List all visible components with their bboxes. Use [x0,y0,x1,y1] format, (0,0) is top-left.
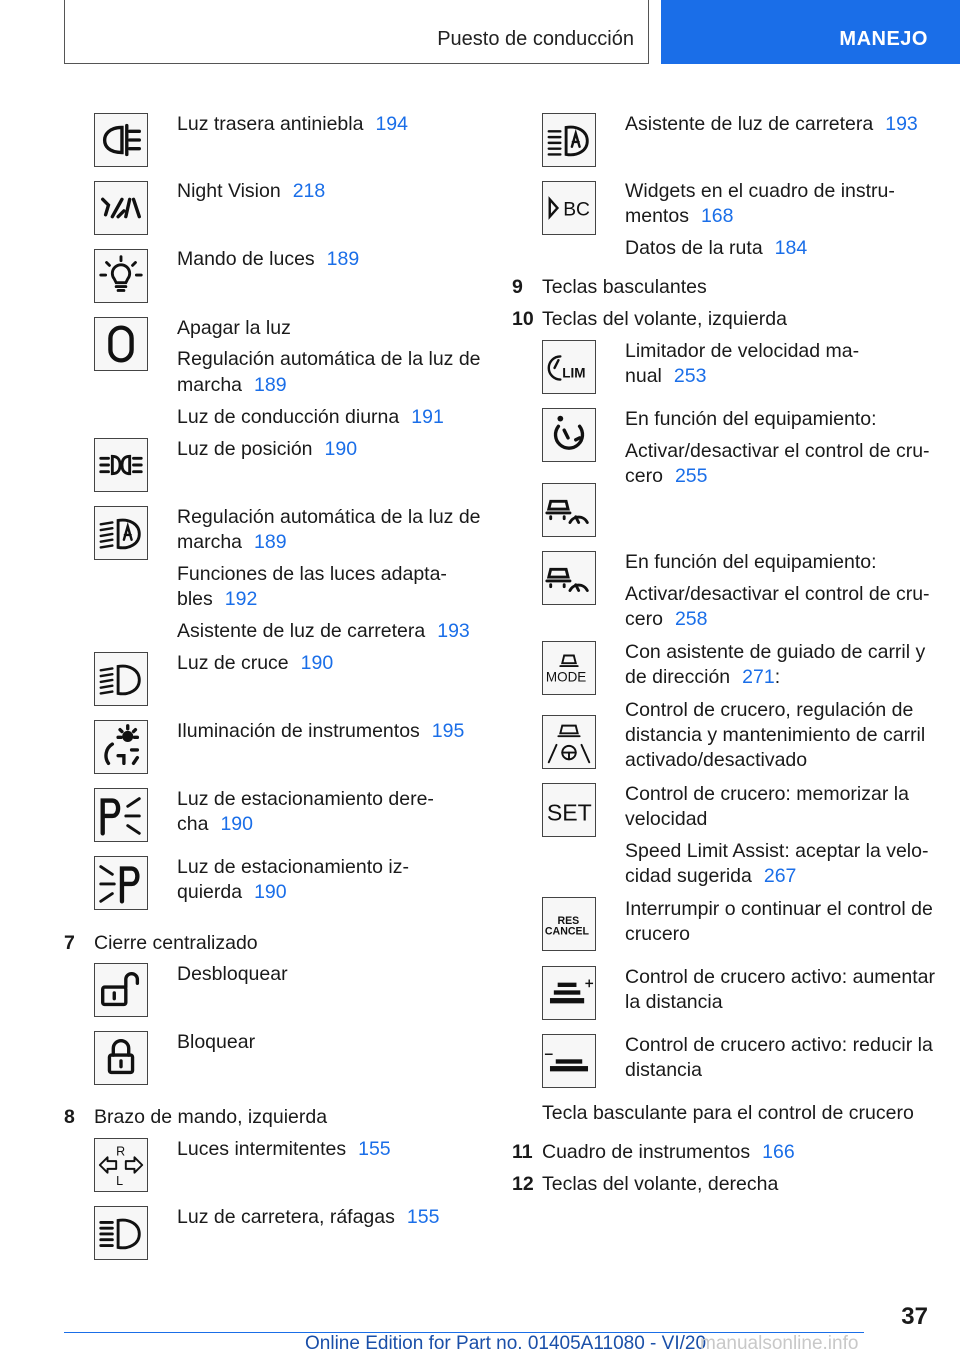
high-beam-icon [94,1206,148,1260]
page-ref[interactable]: 193 [885,113,918,135]
svg-text:BC: BC [563,199,590,221]
lights-off-icon [94,317,148,371]
rocker-switch-note: Tecla basculante para el control de crucero [542,1102,914,1124]
section-number: 7 [64,932,75,954]
section-number: 9 [512,276,523,298]
set-button-icon [542,783,596,837]
parking-light-left-icon [94,856,148,910]
page-ref[interactable]: 155 [406,1206,440,1228]
item-label: la distancia [625,991,723,1013]
page-ref[interactable]: 189 [326,248,360,270]
page-ref[interactable]: 255 [674,465,708,487]
svg-text:SET: SET [546,799,592,826]
svg-text:RES: RES [557,915,580,927]
svg-text:LIM: LIM [562,365,586,381]
page-number: 37 [901,1303,928,1330]
item-label: Regulación automática de la luz de [177,348,481,370]
page-ref[interactable]: 190 [324,438,358,460]
item-label: velocidad [625,808,708,830]
item-label: Night Vision [177,180,281,202]
item-label: Apagar la luz [177,317,291,339]
res-cancel-button-icon [542,897,596,951]
page-ref[interactable]: 267 [763,865,797,887]
section-title: Puesto de conducción [437,28,634,50]
item-label: Con asistente de guiado de carril y [625,641,926,663]
cruise-control-icon [542,408,596,462]
section-number: 10 [512,308,534,330]
watermark: manualsonline.info [700,1333,859,1354]
section-title: Teclas del volante, derecha [542,1173,779,1195]
item-label: Interrumpir o continuar el control de [625,898,933,920]
item-label: Iluminación de instrumentos [177,720,420,742]
item-label: Control de crucero, regulación de [625,699,914,721]
item-label: Bloquear [177,1031,256,1053]
item-label: Activar/desactivar el control de cru- [625,440,930,462]
item-label: Luz de cruce [177,652,289,674]
item-label: Activar/desactivar el control de cru- [625,583,930,605]
page-ref[interactable]: 195 [431,720,465,742]
unlock-icon [94,963,148,1017]
section-number: 8 [64,1106,75,1128]
item-label: Funciones de las luces adapta- [177,563,447,585]
high-beam-assistant-icon [542,113,596,167]
section-title: Teclas del volante, izquierda [542,308,787,330]
section-title: Teclas basculantes [542,276,707,298]
item-label: distancia [625,1059,702,1081]
page-ref[interactable]: 184 [774,237,808,259]
svg-text:R: R [116,1144,126,1159]
active-cruise-control-icon [542,551,596,605]
item-label: Widgets en el cuadro de instru- [625,180,895,202]
page-ref[interactable]: 189 [254,374,287,396]
speed-limiter-icon [542,340,596,394]
lane-keeping-icon [542,715,596,769]
svg-text:MODE: MODE [545,669,587,685]
page-ref[interactable]: 193 [437,620,470,642]
page-ref[interactable]: 191 [411,406,444,428]
parking-light-right-icon [94,788,148,842]
footer-edition: Online Edition for Part no. 01405A11080 - VI/20 [305,1333,707,1354]
page-ref[interactable]: 190 [220,813,253,835]
section-title: Cuadro de instrumentos [542,1141,751,1163]
item-label: Luz de estacionamiento iz- [177,856,409,878]
header-chapter-tab[interactable] [661,0,960,64]
item-label: En función del equipamiento: [625,551,877,573]
page-ref[interactable]: 189 [254,531,287,553]
item-label: Control de crucero activo: reducir la [625,1034,933,1056]
page-ref[interactable]: 155 [358,1138,391,1160]
section-number: 12 [512,1173,534,1195]
item-label: Desbloquear [177,963,288,985]
light-switch-icon [94,249,148,303]
item-label: Luz de carretera, ráfagas [177,1206,395,1228]
item-label: Mando de luces [177,248,315,270]
item-label: crucero [625,923,691,945]
bc-button-icon [542,181,596,235]
svg-text:CANCEL: CANCEL [544,925,590,938]
page-ref[interactable]: 192 [224,588,258,610]
section-number: 11 [512,1141,533,1163]
header-section-box [64,0,649,64]
page-ref[interactable]: 218 [292,180,326,202]
instrument-lighting-icon [94,720,148,774]
item-label: En función del equipamiento: [625,408,877,430]
night-vision-icon [94,181,148,235]
item-label: Luces intermitentes [177,1138,347,1160]
page-ref[interactable]: 258 [674,608,708,630]
item-label: Control de crucero: memorizar la [625,783,909,805]
section-title: Cierre centralizado [94,932,258,954]
distance-increase-icon [542,966,596,1020]
page-ref[interactable]: 190 [300,652,334,674]
section-title: Brazo de mando, izquierda [94,1106,328,1128]
item-label: Speed Limit Assist: aceptar la velo- [625,840,929,862]
item-label: Control de crucero activo: aumentar [625,966,935,988]
page-ref[interactable]: 168 [700,205,734,227]
item-label: Luz de posición [177,438,313,460]
page-ref[interactable]: 253 [673,365,707,387]
item-label: Limitador de velocidad ma- [625,340,860,362]
item-label: Asistente de luz de carretera [625,113,874,135]
item-label: Regulación automática de la luz de [177,506,481,528]
auto-headlight-icon [94,506,148,560]
svg-text:L: L [116,1174,124,1189]
turn-signal-icon [94,1138,148,1192]
page-ref[interactable]: 190 [254,881,287,903]
item-label: Luz trasera antiniebla [177,113,364,135]
page-ref[interactable]: 271 [742,666,775,688]
distance-decrease-icon [542,1034,596,1088]
item-label: distancia y mantenimiento de carril [625,724,926,746]
page-ref[interactable]: 194 [375,113,408,135]
item-label: activado/desactivado [625,749,808,771]
lock-icon [94,1031,148,1085]
low-beam-icon [94,652,148,706]
mode-button-icon [542,641,596,695]
active-cruise-control-icon [542,483,596,537]
rear-fog-light-icon [94,113,148,167]
item-label: Luz de estacionamiento dere- [177,788,434,810]
page-ref[interactable]: 166 [762,1141,795,1163]
position-light-icon [94,438,148,492]
chapter-title: MANEJO [839,28,928,50]
